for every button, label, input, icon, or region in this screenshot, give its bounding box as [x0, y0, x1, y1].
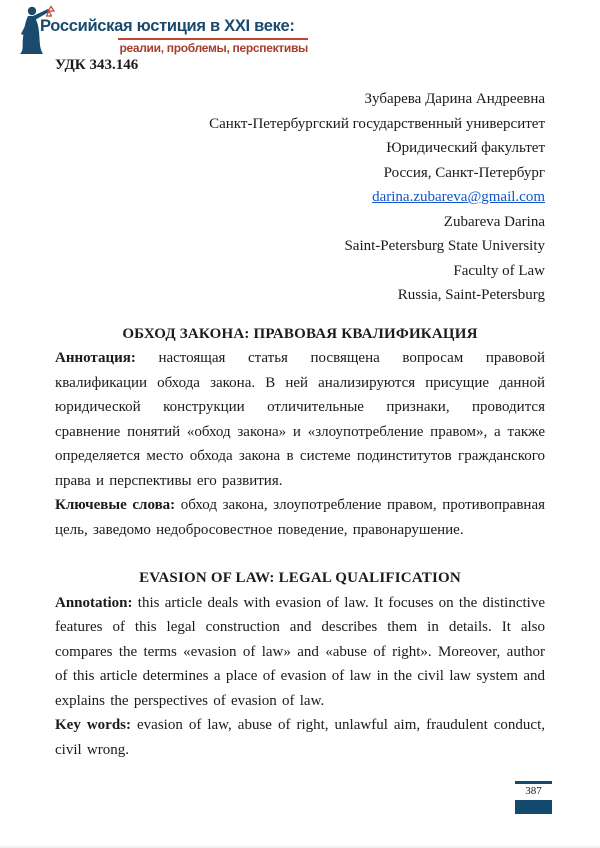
keywords-text-en: evasion of law, abuse of right, unlawful aim, fraudulent conduct, civil wrong. [55, 717, 545, 758]
page-number-bar [515, 800, 552, 814]
email-link[interactable]: darina.zubareva@gmail.com [372, 189, 545, 205]
keywords-en [55, 713, 545, 762]
article-title-ru: ОБХОД ЗАКОНА: ПРАВОВАЯ КВАЛИФИКАЦИЯ [122, 325, 478, 342]
author-affiliation-ru: Санкт-Петербургский государственный университет [209, 115, 545, 132]
masthead-underline [118, 38, 308, 40]
masthead-subtitle: реалии, проблемы, перспективы [119, 41, 308, 55]
author-location-ru: Россия, Санкт-Петербург [383, 164, 545, 181]
annotation-label-ru: Аннотация: [55, 350, 136, 366]
annotation-en [55, 591, 545, 714]
author-faculty-en: Faculty of Law [453, 262, 545, 279]
keywords-label-ru: Ключевые слова: [55, 497, 176, 513]
author-faculty-ru: Юридический факультет [386, 140, 545, 156]
author-location-en: Russia, Saint-Petersburg [397, 287, 545, 303]
author-name-ru: Зубарева Дарина Андреевна [364, 91, 545, 107]
page-number: 387 [525, 785, 542, 797]
author-email-line [55, 185, 545, 210]
udc-code: УДК 343.146 [55, 57, 139, 73]
article-content [55, 87, 545, 762]
annotation-text-ru: настоящая статья посвящена вопросам правовой квалификации обхода закона. В ней анализируются присущие данной юридической конструкции отличительные признаки, проводится сравнение понятий «обход закона» и «злоупотребление правом», а также определяется место обхода закона в системе подинститутов гражданского права и перспективы его развития. [55, 350, 545, 489]
keywords-text-ru: обход закона, злоупотребление правом, противоправная цель, заведомо недобросовестное поведение, правонарушение. [55, 497, 546, 538]
page-number-block [515, 781, 552, 814]
annotation-text-en: this article deals with evasion of law. It focuses on the distinctive features of this legal construction and describes them in details. It also compares the terms «evasion of law» and «abuse of right». Moreover, author of this article determines a place of evasion of law in the civil law system and explains the perspectives of evasion of law. [55, 594, 546, 709]
masthead [40, 17, 308, 55]
masthead-title: Российская юстиция в XXI веке: [40, 17, 295, 35]
article-title-en: EVASION OF LAW: LEGAL QUALIFICATION [139, 570, 461, 586]
keywords-label-en: Key words: [55, 717, 131, 733]
annotation-ru [55, 346, 545, 493]
keywords-ru [55, 493, 545, 542]
author-block [55, 87, 545, 308]
annotation-label-en: Annotation: [55, 594, 133, 611]
author-affiliation-en: Saint-Petersburg State University [344, 238, 545, 254]
author-name-en: Zubareva Darina [443, 213, 545, 230]
